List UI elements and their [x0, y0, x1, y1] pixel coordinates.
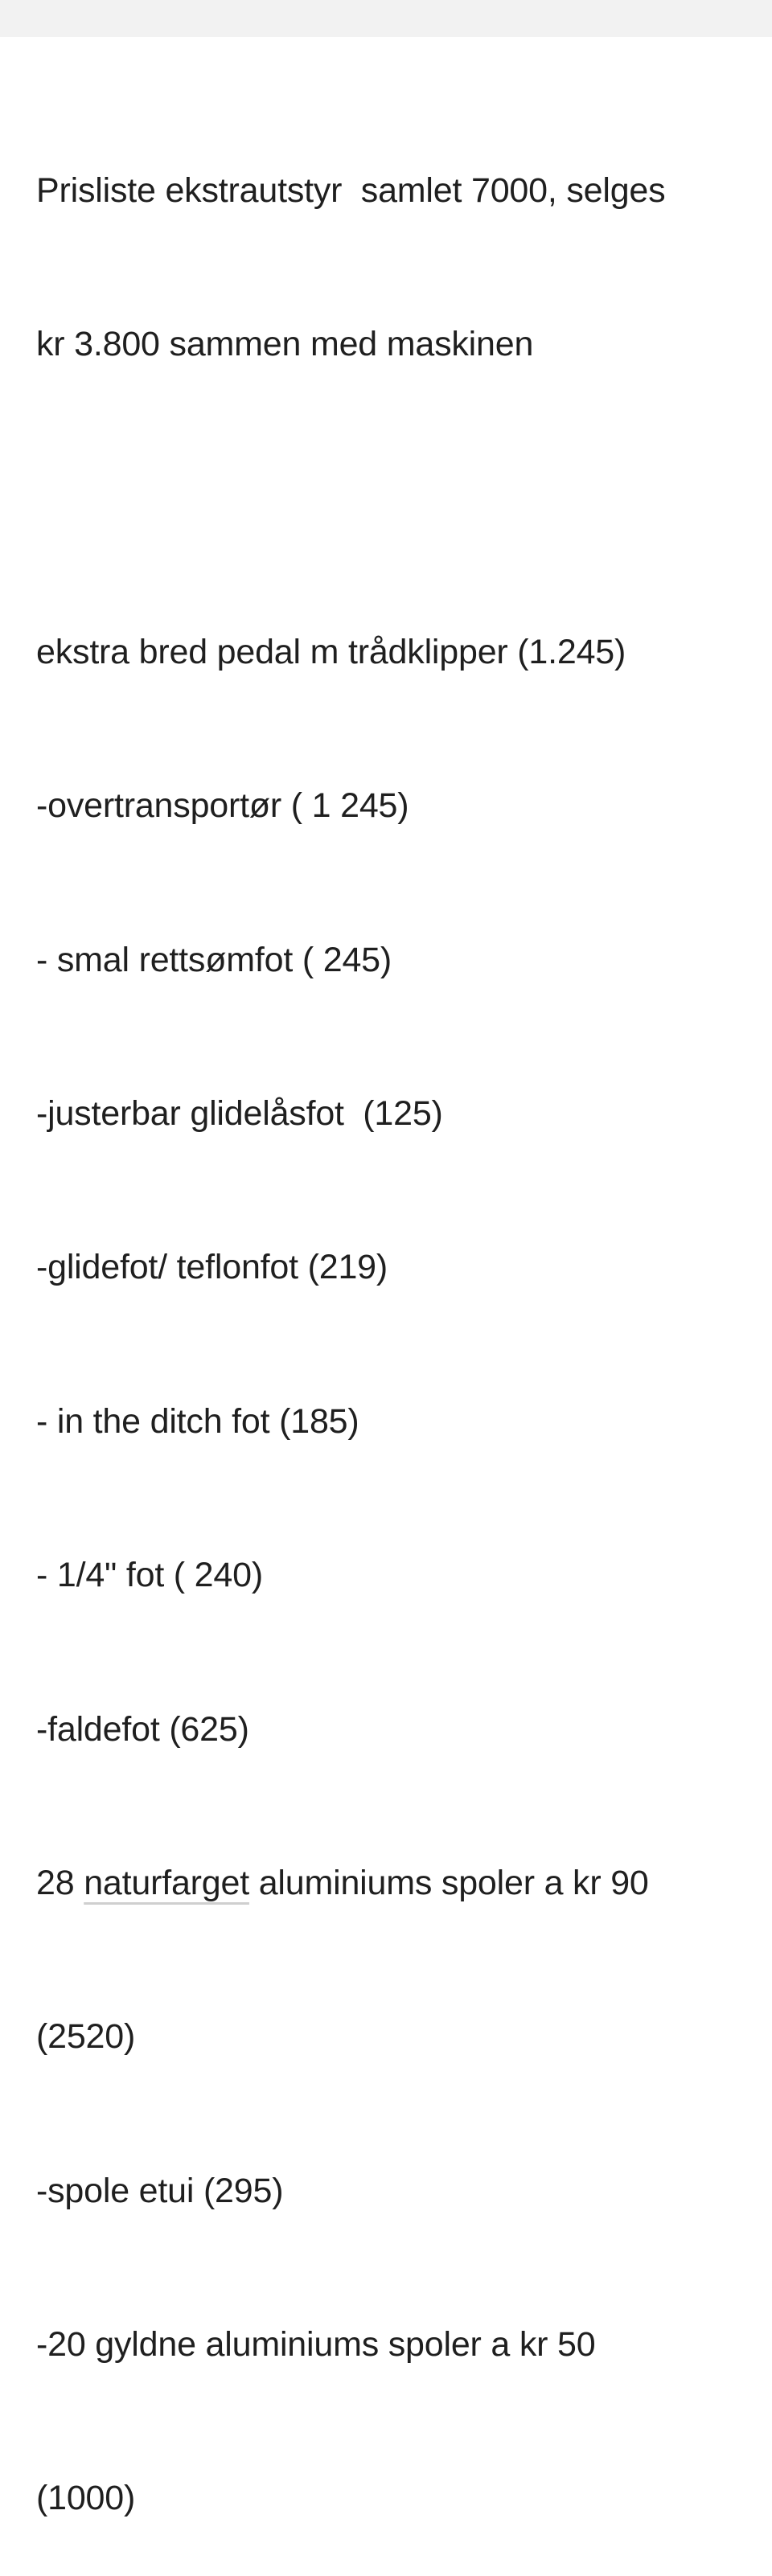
list-item: - smal rettsømfot ( 245) — [36, 940, 392, 979]
top-bar — [0, 0, 772, 37]
note-text-body[interactable] — [0, 37, 772, 2576]
list-item-gold-spools-total: (1000) — [36, 2479, 136, 2518]
list-item-gold-spools: -20 gyldne aluminiums spoler a kr 50 — [36, 2325, 596, 2365]
list-item: -justerbar glidelåsfot (125) — [36, 1093, 443, 1133]
note-title-line-2: kr 3.800 sammen med maskinen — [36, 324, 534, 363]
list-item: - in the ditch fot (185) — [36, 1401, 359, 1441]
note-title-line-1: Prisliste ekstrautstyr samlet 7000, selges — [36, 170, 666, 210]
list-item: -glidefot/ teflonfot (219) — [36, 1248, 388, 1287]
spools-prefix: 28 — [36, 1863, 84, 1902]
list-item: -faldefot (625) — [36, 1709, 249, 1749]
blank-line — [36, 473, 748, 524]
spellcheck-underlined-word[interactable]: naturfarget — [84, 1863, 249, 1902]
list-item-spools — [36, 1858, 748, 1909]
list-item: -spole etui (295) — [36, 2171, 284, 2210]
spools-suffix: aluminiums spoler a kr 90 — [248, 1863, 649, 1902]
list-item: ekstra bred pedal m trådklipper (1.245) — [36, 632, 626, 671]
list-item: - 1/4" fot ( 240) — [36, 1556, 263, 1595]
list-item-spools-total: (2520) — [36, 2017, 136, 2057]
list-item: -overtransportør ( 1 245) — [36, 786, 409, 826]
